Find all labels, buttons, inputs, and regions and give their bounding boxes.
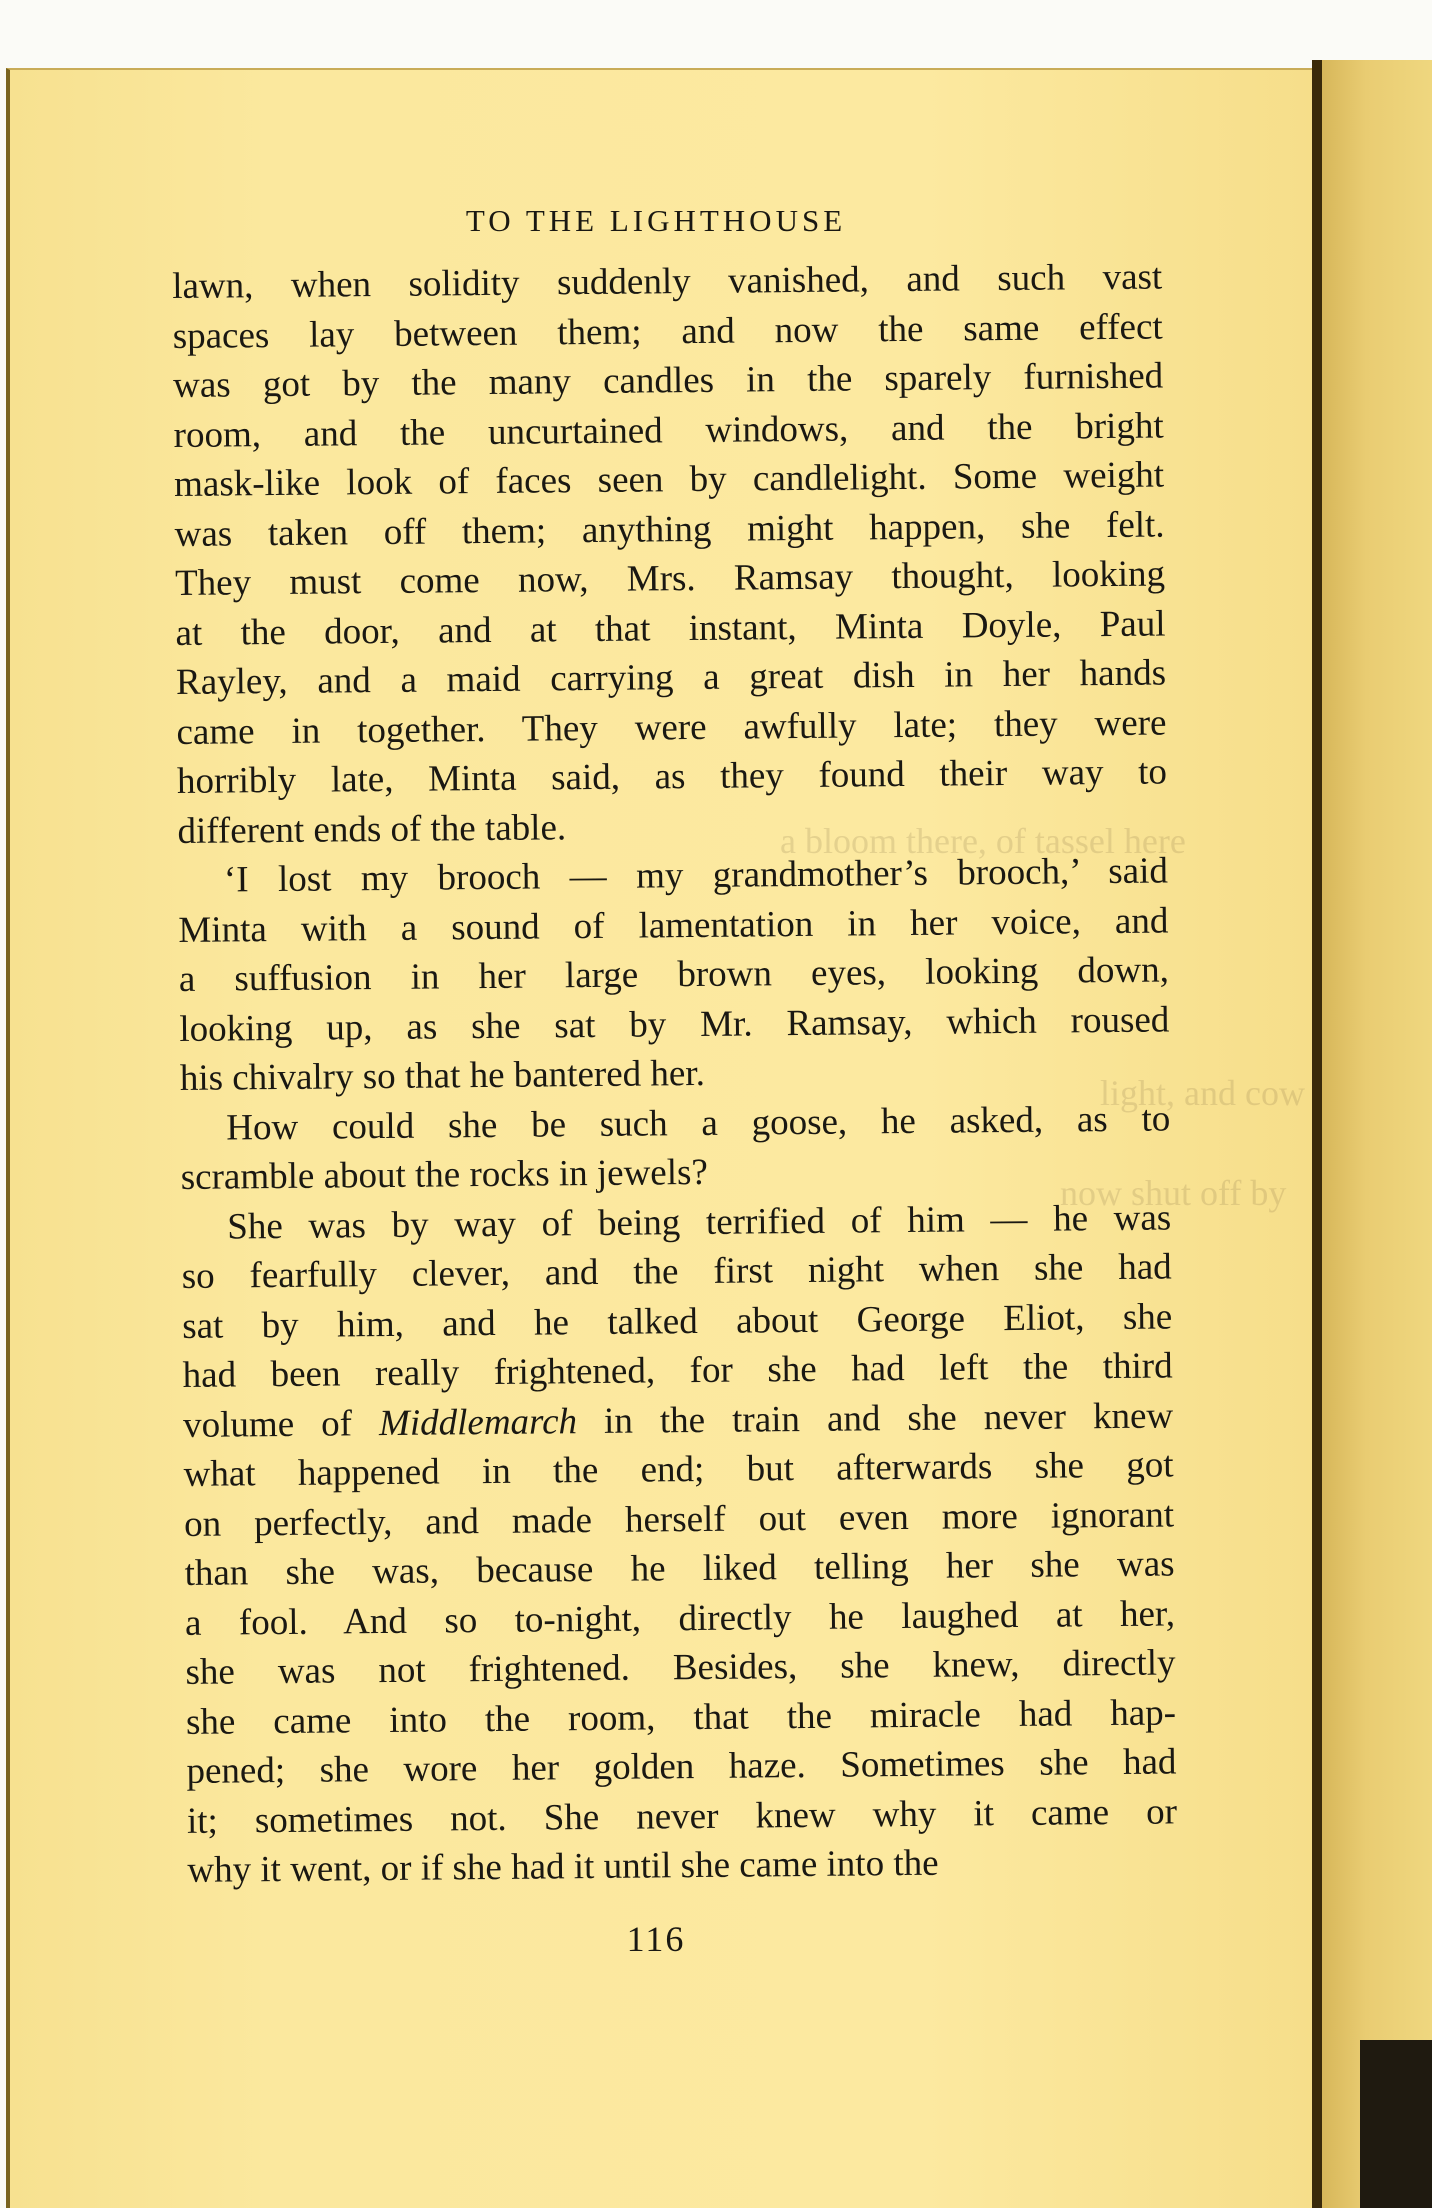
- text-line: at the door, and at that instant, Minta Doyle, Paul: [175, 602, 1166, 654]
- text-line: was taken off them; anything might happen, she felt.: [174, 503, 1165, 555]
- body-text: [172, 252, 1178, 1895]
- text-line: Minta with a sound of lamentation in her voice, and: [178, 899, 1169, 951]
- paragraph: [181, 1193, 1178, 1895]
- text-line: room, and the uncurtained windows, and the bright: [173, 404, 1164, 456]
- text-line: How could she be such a goose, he asked, as to: [226, 1097, 1171, 1149]
- text-line: looking up, as she sat by Mr. Ramsay, which roused: [179, 998, 1170, 1050]
- show-through-text: now shut off by: [1060, 1173, 1287, 1213]
- running-head: TO THE LIGHTHOUSE: [465, 203, 847, 238]
- background-shadow: [1360, 2040, 1432, 2208]
- text-line: than she was, because he liked telling her she was: [184, 1543, 1175, 1594]
- text-line: what happened in the end; but afterwards she got: [183, 1444, 1174, 1495]
- text-line: ‘I lost my brooch — my grandmother’s brooch,’ said: [223, 850, 1169, 901]
- text-line: horribly late, Minta said, as they found their way to: [176, 751, 1168, 802]
- text-line: Rayley, and a maid carrying a great dish in her hands: [175, 652, 1167, 703]
- text-line: pened; she wore her golden haze. Sometimes she had: [186, 1741, 1177, 1792]
- book-title-italic: Middlemarch: [378, 1400, 578, 1444]
- show-through-text: light, and cow: [1100, 1073, 1305, 1113]
- text-line: on perfectly, and made herself out even more ignorant: [183, 1493, 1175, 1545]
- show-through-text: a bloom there, of tassel here: [780, 821, 1186, 861]
- text-line: his chivalry so that he bantered her.: [179, 1052, 706, 1099]
- text-line: volume of Middlemarch in the train and she never knew: [182, 1394, 1174, 1446]
- text-line: They must come now, Mrs. Ramsay thought, looking: [174, 553, 1166, 604]
- text-line: why it went, or if she had it until she came into the: [187, 1842, 939, 1891]
- text-line: lawn, when solidity suddenly vanished, and such vast: [172, 256, 1163, 307]
- text-line: she came into the room, that the miracle had hap-: [185, 1691, 1177, 1743]
- text-line: a suffusion in her large brown eyes, looking down,: [178, 949, 1170, 1000]
- text-line: She was by way of being terrified of him — he was: [227, 1196, 1172, 1248]
- text-line: mask-like look of faces seen by candlelight. Some weight: [173, 454, 1165, 505]
- text-line: it; sometimes not. She never knew why it came or: [186, 1790, 1178, 1842]
- text-line: different ends of the table.: [177, 806, 567, 852]
- text-line: a fool. And so to-night, directly he laughed at her,: [184, 1592, 1176, 1644]
- paragraph: [172, 252, 1168, 855]
- text-line: came in together. They were awfully late; they were: [176, 701, 1167, 753]
- text-line: spaces lay between them; and now the same effect: [172, 305, 1163, 357]
- text-line: scramble about the rocks in jewels?: [180, 1151, 709, 1198]
- text-line: she was not frightened. Besides, she knew, directly: [185, 1642, 1176, 1693]
- text-line: sat by him, and he talked about George Eliot, she: [182, 1295, 1173, 1347]
- text-line: had been really frightened, for she had left the third: [182, 1345, 1173, 1396]
- text-line: so fearfully clever, and the first night when she had: [181, 1246, 1172, 1297]
- paragraph: [180, 1094, 1171, 1202]
- paragraph: [178, 846, 1170, 1103]
- text-line: was got by the many candles in the sparely furnished: [172, 355, 1164, 406]
- gutter-shadow: [1312, 60, 1322, 2208]
- adjacent-page-edge: [1322, 60, 1432, 2208]
- page-number: 116: [626, 1919, 686, 1959]
